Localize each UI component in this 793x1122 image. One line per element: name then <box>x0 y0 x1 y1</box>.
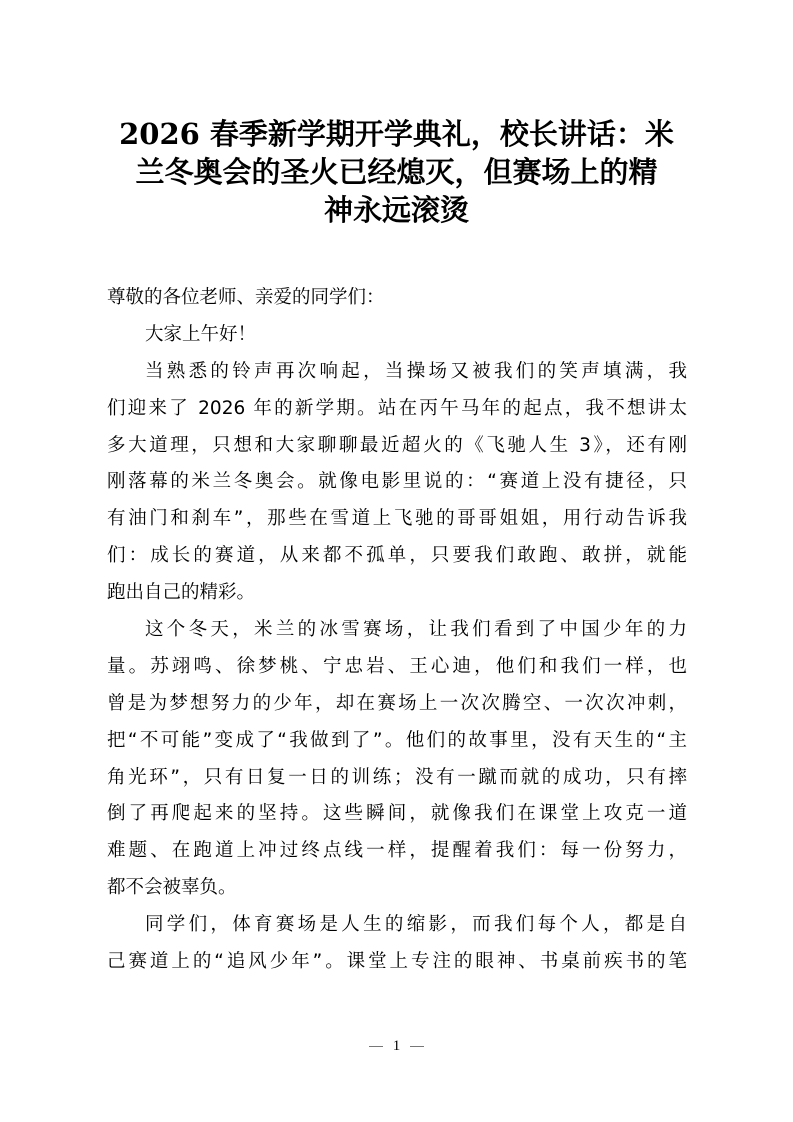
paragraph-2-line: 曾是为梦想努力的少年，却在赛场上一次次腾空、一次次冲刺， <box>107 692 687 714</box>
paragraph-2-line: 角光环”，只有日复一日的训练；没有一蹴而就的成功，只有摔 <box>107 766 687 788</box>
paragraph-2-line: 把“不可能”变成了“我做到了”。他们的故事里，没有天生的“主 <box>107 729 687 751</box>
page-number-footer <box>0 1038 793 1055</box>
paragraph-1-line: 多大道理，只想和大家聊聊最近超火的《飞驰人生 3》，还有刚 <box>107 434 687 456</box>
paragraph-1-line: 们：成长的赛道，从来都不孤单，只要我们敢跑、敢拼，就能 <box>107 545 687 567</box>
paragraph-2-line: 量。苏翊鸣、徐梦桃、宁忠岩、王心迪，他们和我们一样，也 <box>107 655 687 677</box>
paragraph-2-line: 这个冬天，米兰的冰雪赛场，让我们看到了中国少年的力 <box>145 619 687 641</box>
paragraph-2-line: 难题、在跑道上冲过终点线一样，提醒着我们：每一份努力， <box>107 840 687 862</box>
paragraph-1-line: 刚落幕的米兰冬奥会。就像电影里说的：“赛道上没有捷径，只 <box>107 471 687 493</box>
greeting: 大家上午好！ <box>145 323 257 345</box>
document-body <box>107 280 687 981</box>
dash-left-icon <box>369 1046 383 1047</box>
paragraph-2-line: 倒了再爬起来的坚持。这些瞬间，就像我们在课堂上攻克一道 <box>107 803 687 825</box>
title-line: 2026 春季新学期开学典礼，校长讲话：米 <box>119 117 674 151</box>
salutation: 尊敬的各位老师、亲爱的同学们： <box>107 287 385 308</box>
dash-right-icon <box>410 1046 424 1047</box>
page-number: 1 <box>392 1038 401 1054</box>
title-line: 神永远滚烫 <box>323 193 469 227</box>
title-line: 兰冬奥会的圣火已经熄灭，但赛场上的精 <box>135 155 658 189</box>
paragraph-2-line: 都不会被辜负。 <box>107 877 237 899</box>
paragraph-3-line: 同学们，体育赛场是人生的缩影，而我们每个人，都是自 <box>145 914 687 936</box>
document-title <box>95 115 698 229</box>
paragraph-1-line: 当熟悉的铃声再次响起，当操场又被我们的笑声填满，我 <box>145 360 687 382</box>
paragraph-1-line: 有油门和刹车”，那些在雪道上飞驰的哥哥姐姐，用行动告诉我 <box>107 508 687 530</box>
paragraph-1-line: 跑出自己的精彩。 <box>107 582 256 604</box>
paragraph-3-line: 己赛道上的“追风少年”。课堂上专注的眼神、书桌前疾书的笔 <box>107 951 687 973</box>
paragraph-1-line: 们迎来了 2026 年的新学期。站在丙午马年的起点，我不想讲太 <box>107 397 687 419</box>
